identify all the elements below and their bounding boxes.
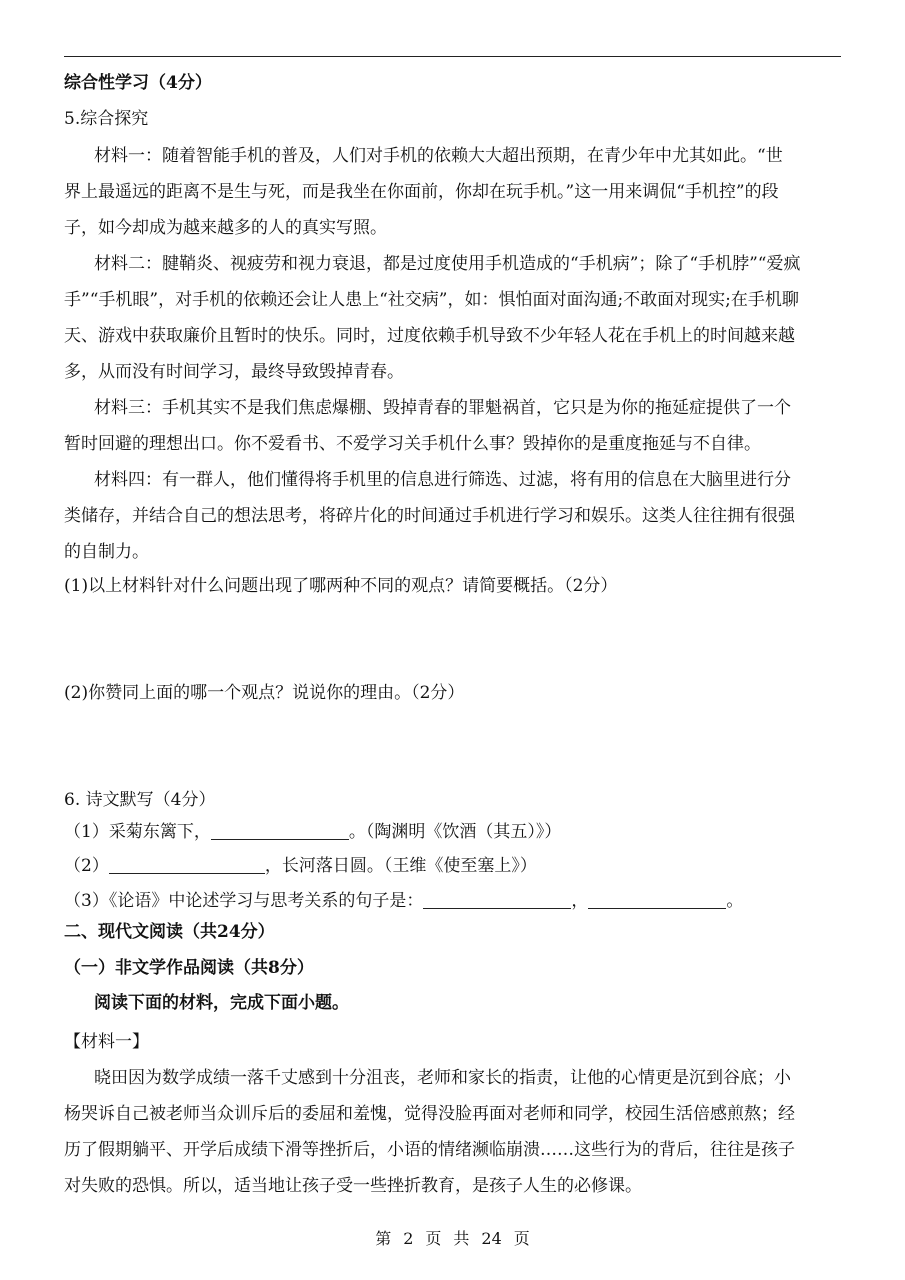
footer-total-unit: 页: [513, 1229, 530, 1248]
question-5-1: (1)以上材料针对什么问题出现了哪两种不同的观点？请简要概括。（2分）: [64, 576, 618, 596]
material-2-line: 材料二：腱鞘炎、视疲劳和视力衰退，都是过度使用手机造成的“手机病”；除了“手机脖”“爱疯: [94, 254, 801, 274]
header-rule: [64, 56, 841, 57]
section-title: 综合性学习（4分）: [64, 73, 212, 93]
answer-blank-1[interactable]: [211, 823, 349, 840]
answer-blank-2[interactable]: [109, 857, 265, 874]
q6-item-1: [64, 821, 854, 843]
q6-3-prefix: （3）《论语》中论述学习与思考关系的句子是：: [64, 891, 424, 911]
q6-3-suffix: 。: [726, 891, 744, 911]
q6-1-suffix: 。（陶渊明《饮酒（其五）》）: [348, 822, 562, 842]
material-2-line: 天、游戏中获取廉价且暂时的快乐。同时，过度依赖手机导致不少年轻人花在手机上的时间越来越: [64, 326, 795, 346]
material-4-line: 类储存，并结合自己的想法思考，将碎片化的时间通过手机进行学习和娱乐。这类人往往拥有很强: [64, 506, 795, 526]
q6-2-prefix: （2）: [64, 856, 109, 876]
reading-instruction: 阅读下面的材料，完成下面小题。: [94, 993, 349, 1013]
footer-page-unit: 页: [425, 1229, 442, 1248]
material-2-line: 多，从而没有时间学习，最终导致毁掉青春。: [64, 362, 404, 382]
answer-blank-3[interactable]: [423, 892, 571, 909]
material-label: 【材料一】: [64, 1032, 149, 1052]
passage-line: 对失败的恐惧。所以，适当地让孩子受一些挫折教育，是孩子人生的必修课。: [64, 1176, 642, 1196]
material-1-line: 界上最遥远的距离不是生与死，而是我坐在你面前，你却在玩手机。”这一用来调侃“手机控”的段: [64, 182, 779, 202]
material-4-line: 的自制力。: [64, 542, 149, 562]
footer-total-word: 共: [453, 1229, 470, 1248]
passage-line: 历了假期躺平、开学后成绩下滑等挫折后，小语的情绪濒临崩溃……这些行为的背后，往往是孩子: [64, 1140, 795, 1160]
q6-item-2: [64, 855, 854, 877]
page-footer: [0, 1226, 905, 1249]
material-3-line: 材料三：手机其实不是我们焦虑爆棚、毁掉青春的罪魁祸首，它只是为你的拖延症提供了一个: [94, 398, 791, 418]
q6-title: 6. 诗文默写（4分）: [64, 790, 216, 810]
footer-page-word: 第: [375, 1229, 392, 1248]
q6-item-3: [64, 890, 854, 912]
material-1-line: 子，如今却成为越来越多的人的真实写照。: [64, 218, 387, 238]
footer-page-number: 2: [403, 1229, 414, 1248]
answer-blank-4[interactable]: [588, 892, 726, 909]
part-2-subtitle: （一）非文学作品阅读（共8分）: [64, 958, 314, 978]
passage-line: 杨哭诉自己被老师当众训斥后的委屈和羞愧，觉得没脸再面对老师和同学，校园生活倍感煎熬；经: [64, 1104, 795, 1124]
q6-2-suffix: ，长河落日圆。（王维《使至塞上》）: [264, 856, 537, 876]
material-2-line: 手”“手机眼”，对手机的依赖还会让人患上“社交病”，如：惧怕面对面沟通;不敢面对现实;在手机聊: [64, 290, 799, 310]
q6-3-mid: ，: [571, 891, 589, 911]
material-4-line: 材料四：有一群人，他们懂得将手机里的信息进行筛选、过滤，将有用的信息在大脑里进行分: [94, 470, 791, 490]
part-2-title: 二、现代文阅读（共24分）: [64, 922, 275, 942]
material-3-line: 暂时回避的理想出口。你不爱看书、不爱学习关手机什么事？毁掉你的是重度拖延与不自律。: [64, 434, 761, 454]
passage-line: 晓田因为数学成绩一落千丈感到十分沮丧，老师和家长的指责，让他的心情更是沉到谷底；小: [94, 1068, 791, 1088]
material-1-line: 材料一：随着智能手机的普及，人们对手机的依赖大大超出预期，在青少年中尤其如此。“世: [94, 146, 783, 166]
question-5-2: (2)你赞同上面的哪一个观点？说说你的理由。（2分）: [64, 683, 465, 703]
q5-title: 5.综合探究: [64, 109, 149, 129]
q6-1-prefix: （1）采菊东篱下，: [64, 822, 211, 842]
footer-total-pages: 24: [481, 1229, 502, 1248]
